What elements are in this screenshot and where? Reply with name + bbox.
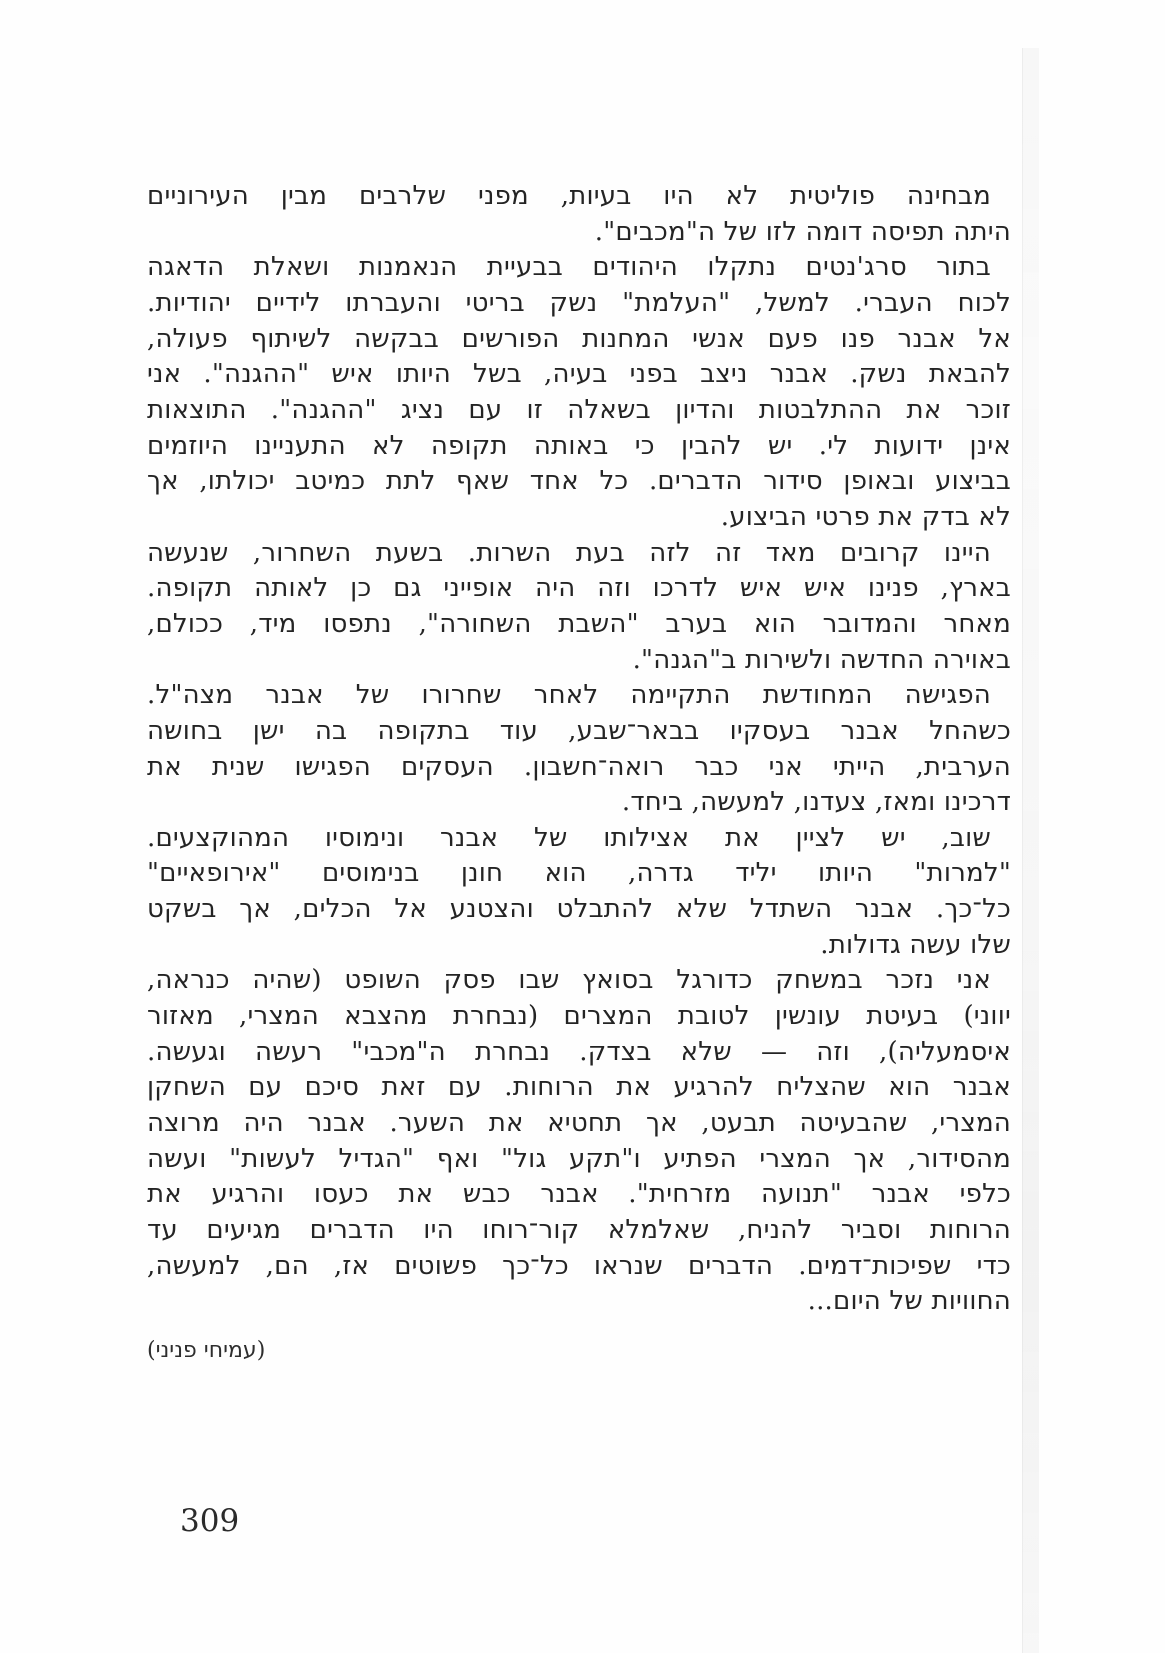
text-line: זוכר את ההתלבטות והדיון בשאלה זו עם נציג "ההגנה". התוצאות xyxy=(147,394,1011,425)
paragraph xyxy=(147,536,1011,679)
page-number: 309 xyxy=(180,1503,240,1539)
text-line: אבנר הוא שהצליח להרגיע את הרוחות. עם זאת סיכם עם השחקן xyxy=(147,1072,1011,1103)
text-line: באוירה החדשה ולשירות ב"הגנה". xyxy=(632,644,1011,675)
text-line: בארץ, פנינו איש איש לדרכו וזה היה אופייני גם כן לאותה תקופה. xyxy=(147,573,1011,604)
text-line: היינו קרובים מאד זה לזה בעת השרות. בשעת השחרור, שנעשה xyxy=(147,537,991,568)
text-line: הערבית, הייתי אני כבר רואה־חשבון. העסקים הפגישו שנית את xyxy=(147,751,1011,782)
paragraph xyxy=(147,963,1011,1320)
text-line: היתה תפיסה דומה לזו של ה"מכבים". xyxy=(594,216,1011,247)
paragraph xyxy=(147,179,1011,250)
scan-edge-streak xyxy=(1022,48,1039,1653)
text-line: מבחינה פוליטית לא היו בעיות, מפני שלרבים מבין העירוניים xyxy=(147,181,991,211)
paragraph xyxy=(147,250,1011,535)
text-line: איסמעליה), וזה — שלא בצדק. נבחרת ה"מכבי" רעשה וגעשה. xyxy=(147,1036,1011,1067)
text-line: בתור סרג'נטים נתקלו היהודים בבעיית הנאמנות ושאלת הדאגה xyxy=(147,252,991,283)
text-line: לכוח העברי. למשל, "העלמת" נשק בריטי והעברתו לידיים יהודיות. xyxy=(147,287,1011,318)
text-line: כדי שפיכות־דמים. הדברים שנראו כל־כך פשוטים אז, הם, למעשה, xyxy=(147,1250,1011,1281)
text-line: דרכינו ומאז, צעדנו, למעשה, ביחד. xyxy=(621,787,1011,818)
text-line: מהסידור, אך המצרי הפתיע ו"תקע גול" ואף "הגדיל לעשות" ועשה xyxy=(147,1143,1011,1174)
paragraph xyxy=(147,821,1011,964)
text-line: הפגישה המחודשת התקיימה לאחר שחרורו של אבנר מצה"ל. xyxy=(147,680,991,711)
text-line: להבאת נשק. אבנר ניצב בפני בעיה, בשל היותו איש "ההגנה". אני xyxy=(147,359,1011,390)
text-line: בביצוע ובאופן סידור הדברים. כל אחד שאף לתת כמיטב יכולתו, אך xyxy=(147,466,1011,497)
text-block xyxy=(147,179,1011,1320)
text-line: הרוחות וסביר להניח, שאלמלא קור־רוחו היו הדברים מגיעים עד xyxy=(147,1215,1011,1246)
text-line: שוב, יש לציין את אצילותו של אבנר ונימוסיו המהוקצעים. xyxy=(147,822,991,853)
text-line: יווני) בעיטת עונשין לטובת המצרים (נבחרת מהצבא המצרי, מאזור xyxy=(147,1001,1011,1032)
text-line: אל אבנר פנו פעם אנשי המחנות הפורשים בבקשה לשיתוף פעולה, xyxy=(147,323,1011,354)
text-line: כל־כך. אבנר השתדל שלא להתבלט והצטנע אל הכלים, אך בשקט xyxy=(147,894,1011,925)
text-line: מאחר והמדובר הוא בערב "השבת השחורה", נתפסו מיד, ככולם, xyxy=(147,608,1011,639)
paragraph xyxy=(147,678,1011,821)
text-line: שלו עשה גדולות. xyxy=(820,929,1011,960)
text-line: לא בדק את פרטי הביצוע. xyxy=(720,501,1011,532)
text-line: החוויות של היום... xyxy=(807,1286,1011,1317)
text-line: כשהחל אבנר בעסקיו בבאר־שבע, עוד בתקופה בה ישן בחושה xyxy=(147,715,1011,746)
text-line: אני נזכר במשחק כדורגל בסואץ שבו פסק השופט (שהיה כנראה, xyxy=(147,965,991,996)
text-line: כלפי אבנר "תנועה מזרחית". אבנר כבש את כעסו והרגיע את xyxy=(147,1179,1011,1210)
text-line: "למרות" היותו יליד גדרה, הוא חונן בנימוסים "אירופאיים" xyxy=(147,858,1011,889)
text-line: המצרי, שהבעיטה תבעט, אך תחטיא את השער. אבנר היה מרוצה xyxy=(147,1108,1011,1139)
signature: (עמיחי פניני) xyxy=(147,1338,266,1363)
text-line: אינן ידועות לי. יש להבין כי באותה תקופה לא התעניינו היוזמים xyxy=(147,430,1011,461)
